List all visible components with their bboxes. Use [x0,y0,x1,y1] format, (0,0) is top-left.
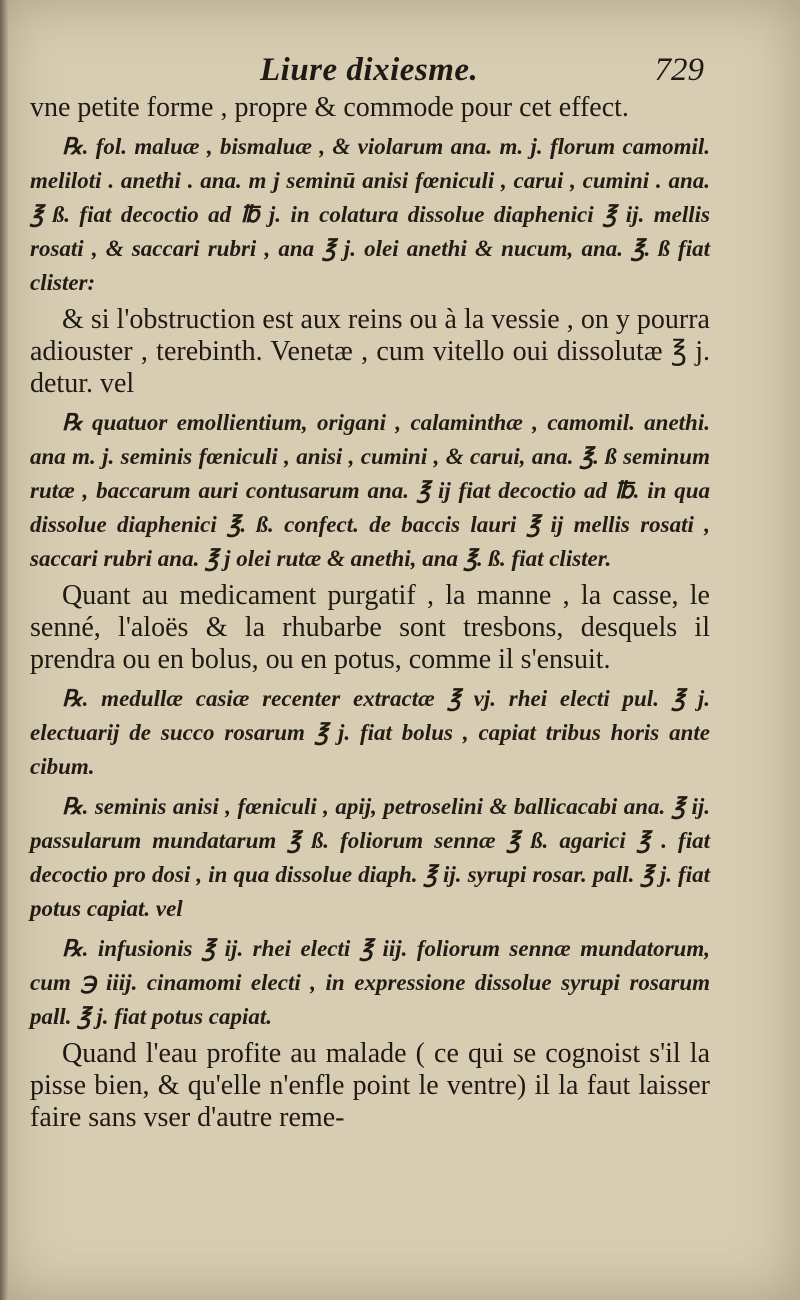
recipe-infusion: ℞. infusionis ℥ ij. rhei electi ℥ iij. foliorum sennæ mundatorum, cum ℈ iiij. cinamomi electi , in expressione dissolue syrupi rosarum pall. ℥ j. fiat potus capiat. [30,936,710,1029]
running-title: Liure dixiesme. [260,52,479,88]
paragraph-reins: & si l'obstruction est aux reins ou à la vessie , on y pourra adiouster , terebinth. Venetæ , cum vitello oui dissolutæ ℥ j. detur. vel [30,304,710,399]
page-header [260,52,710,92]
recipe-bolus: ℞. medullæ casiæ recenter extractæ ℥ vj. rhei electi pul. ℥ j. electuarij de succo rosarum ℥ j. fiat bolus , capiat tribus horis ante cibum. [30,686,710,779]
paragraph-eau: Quand l'eau profite au malade ( ce qui se cognoist s'il la pisse bien, & qu'elle n'enfle point le ventre) il la faut laisser faire sans vser d'autre reme- [30,1038,710,1133]
binding-gutter [0,0,8,1300]
body-text [30,92,710,1134]
recipe-clister-2: ℞ quatuor emollientium, origani , calaminthæ , camomil. anethi. ana m. j. seminis fœniculi , anisi , cumini , & carui, ana. ℥. ß seminum rutæ , baccarum auri contusarum ana. ℥ ij fiat decoctio ad ℔. in qua dissolue diaphenici ℥. ß. confect. de baccis lauri ℥ ij mellis rosati , saccari rubri ana. ℥ j olei rutæ & anethi, ana ℥. ß. fiat clister. [30,410,710,571]
page-number: 729 [654,52,704,88]
recipe-decoction: ℞. seminis anisi , fœniculi , apij, petroselini & ballicacabi ana. ℥ ij. passularum mundatarum ℥ ß. foliorum sennæ ℥ ß. agarici ℥ . fiat decoctio pro dosi , in qua dissolue diaph. ℥ ij. syrupi rosar. pall. ℥ j. fiat potus capiat. vel [30,794,710,921]
recipe-clister-1: ℞. fol. maluæ , bismaluæ , & violarum ana. m. j. florum camomil. meliloti . anethi . ana. m j seminū anisi fœniculi , carui , cumini . ana. ℥ ß. fiat decoctio ad ℔ j. in colatura dissolue diaphenici ℥ ij. mellis rosati , & saccari rubri , ana ℥ j. olei anethi & nucum, ana. ℥. ß fiat clister: [30,134,710,295]
paragraph-purgatif: Quant au medicament purgatif , la manne , la casse, le senné, l'aloës & la rhubarbe sont tresbons, desquels il prendra ou en bolus, ou en potus, comme il s'ensuit. [30,580,710,675]
paragraph-continuation: vne petite forme , propre & commode pour cet effect. [30,92,629,123]
